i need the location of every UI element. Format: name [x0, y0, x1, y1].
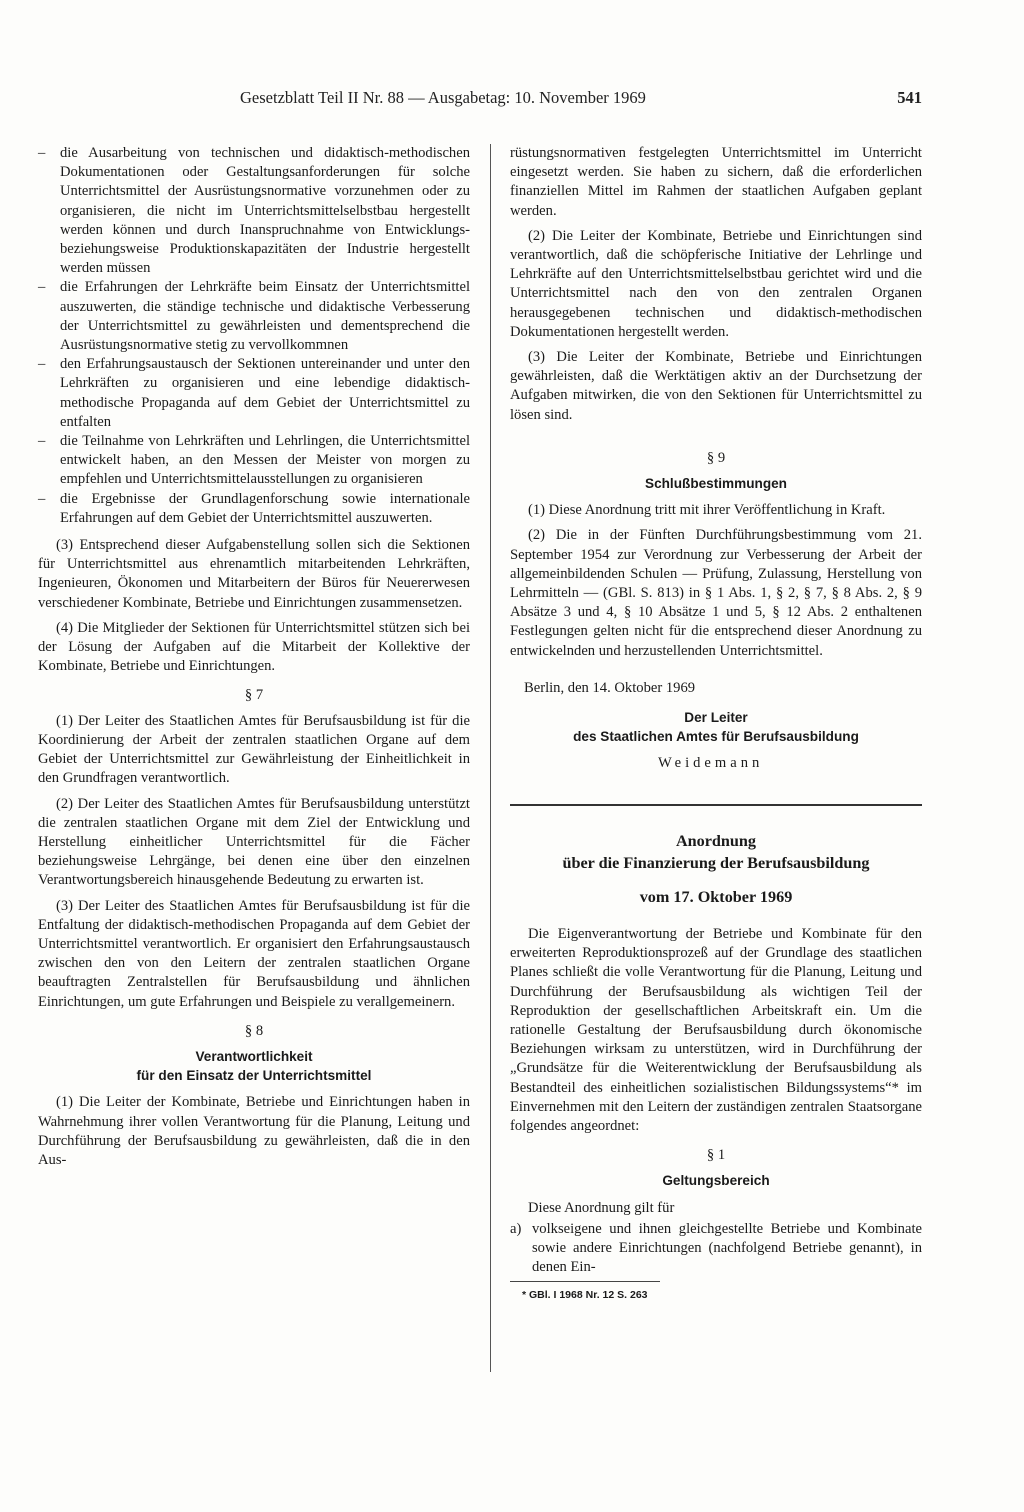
- paragraph-s8-1: (1) Die Leiter der Kombinate, Betriebe und Einrichtungen haben in Wahrnehmung ihrer vollen Verantwortung für die Planung, Leitung und Durchführung der Berufsausbildung zu gewährleisten, daß die in den Aus-: [38, 1094, 470, 1168]
- preamble: Die Eigenverantwortung der Betriebe und Kombinate für den erweiterten Reproduktionsprozeß auf der Grundlage des staatlichen Planes schließt die volle Verantwortung für die Planung, Leitung und Durchführung der Berufsausbildung als wichtigen Teil der Reproduktion der gesellschaftlichen Arbeitskraft ein. Um die rationelle Gestaltung der Berufsausbildung durch ökonomische Beziehungen wirksam zu unterstützen, wird in Durchführung der „Grundsätze für die Weiterentwicklung der Berufsausbildung als Bestandteil des einheitlichen sozialistischen Bildungssystems“* im Einvernehmen mit den Leitern der zuständigen zentralen Staatsorgane folgendes angeordnet:: [510, 925, 922, 1134]
- list-item: – die Erfahrungen der Lehrkräfte beim Einsatz der Unterrichtsmittel auszuwerten, die ständige technische und didaktische Verbesserung der Unterrichtsmittel zu gewährleisten und dementsprechend die Ausrüstungsnormative stetig zu vervollkommnen: [38, 278, 470, 355]
- footnote: * GBl. I 1968 Nr. 12 S. 263: [522, 1289, 648, 1302]
- left-column: [38, 144, 470, 1176]
- section-8-heading: § 8: [244, 1022, 264, 1039]
- signatory-title: Der Leiter: [684, 710, 748, 726]
- paragraph-s7-1: (1) Der Leiter des Staatlichen Amtes für Berufsausbildung ist für die Koordinierung der Arbeit der zentralen staatlichen Organe auf dem Gebiet der Unterrichtsmittel zur Gewährleistung der Einheitlichkeit in den Grundfragen verantwortlich.: [38, 712, 470, 787]
- section-divider: [510, 804, 922, 806]
- right-column: [510, 144, 922, 1306]
- signatory-office: des Staatlichen Amtes für Berufsausbildung: [573, 729, 859, 745]
- section-9-heading: § 9: [706, 449, 726, 466]
- paragraph-s9-1: (1) Diese Anordnung tritt mit ihrer Veröffentlichung in Kraft.: [528, 502, 886, 519]
- section-9-title: Schlußbestimmungen: [645, 476, 787, 492]
- list-item: [510, 1220, 922, 1278]
- paragraph-s8-2: (2) Die Leiter der Kombinate, Betriebe und Einrichtungen sind verantwortlich, daß die schöpferische Initiative der Lehrlinge und Lehrkräfte auf den Unterrichtsmittelselbstbau gerichtet wird und die Unterrichtsmittel nach den von den zentralen Organen herausgegebenen technischen und didaktisch-methodischen Dokumentationen hergestellt werden.: [510, 227, 922, 340]
- signatory-name: Weidemann: [658, 755, 764, 772]
- list-item: – die Ausarbeitung von technischen und didaktisch-methodischen Dokumentationen oder Gestaltungsanforderungen für solche Unterrichtsmittel der Ausrüstungsnormative vorzunehmen oder zu organisieren, die nicht im Unterrichtsmittelselbstbau hergestellt werden können und durch Inanspruchnahme von Entwicklungs- beziehungsweise Produktionskapazitäten der Industrie hergestellt werden müssen: [38, 144, 470, 278]
- paragraph-s8-3: (3) Die Leiter der Kombinate, Betriebe und Einrichtungen gewährleisten, daß die Werktätigen aktiv an der Durchsetzung der Aufgaben mitwirken, die von den Sektionen für Unterrichtsmittel zu lösen sind.: [510, 349, 922, 423]
- page-header: [222, 88, 922, 110]
- place-date: Berlin, den 14. Oktober 1969: [524, 679, 696, 696]
- list-item: – den Erfahrungsaustausch der Sektionen untereinander und unter den Lehrkräften zu organisieren und eine lebendige didaktisch-methodische Propaganda auf dem Gebiet der Unterrichtsmittel zu entfalten: [38, 355, 470, 432]
- scope-list: [510, 1220, 922, 1278]
- section-8-title-line1: Verantwortlichkeit: [195, 1048, 313, 1064]
- document-title: Anordnung: [675, 831, 757, 850]
- list-marker: a): [510, 1220, 522, 1237]
- paragraph-s7-2: (2) Der Leiter des Staatlichen Amtes für Berufsausbildung unterstützt die zentralen staatlichen Organe mit dem Ziel der Entwicklung und Herstellung einheitlicher Unterrichtsmittel für die Fächer beziehungsweise Lehrgänge, bei denen eine über den einzelnen Verantwortungsbereich hinausgehende Bedeutung zu erwarten ist.: [38, 795, 470, 889]
- section-1-lead: Diese Anordnung gilt für: [528, 1199, 675, 1216]
- section-7-heading: § 7: [244, 687, 264, 704]
- document-date: vom 17. Oktober 1969: [639, 887, 793, 906]
- paragraph-s6-4: (4) Die Mitglieder der Sektionen für Unterrichtsmittel stützen sich bei der Lösung der Aufgaben auf die Mitarbeit der Kollektive der Kombinate, Betriebe und Einrichtungen.: [38, 619, 470, 675]
- document-subtitle: über die Finanzierung der Berufsausbildung: [562, 853, 870, 872]
- section-1-title: Geltungsbereich: [662, 1173, 770, 1189]
- paragraph-s6-3: (3) Entsprechend dieser Aufgabenstellung sollen sich die Sektionen für Unterrichtsmittel aus ehrenamtlich mitarbeitenden Lehrkräften, Ingenieuren, Ökonomen und Mitarbeitern der Büros für Neuererwesen verschiedener Kombinate, Betriebe und Einrichtungen zusammensetzen.: [38, 537, 470, 611]
- section-8-subtitle: für den Einsatz der Unterrichtsmittel: [136, 1068, 372, 1084]
- paragraph-s8-1-continued: rüstungsnormativen festgelegten Unterrichtsmittel im Unterricht eingesetzt werden. Sie haben zu sichern, daß die erforderlichen finanziellen Mittel im Rahmen der staatlichen Aufgaben geplant werden.: [510, 145, 922, 219]
- footnote-rule: [510, 1281, 660, 1282]
- section-8-title: [38, 1047, 470, 1066]
- list-item-text: volkseigene und ihnen gleichgestellte Betriebe und Kombinate sowie andere Einrichtungen (nachfolgend Betriebe genannt), in denen Ein-: [532, 1220, 922, 1276]
- header-title: Gesetzblatt Teil II Nr. 88 — Ausgabetag: 10. November 1969: [240, 88, 646, 107]
- column-divider: [490, 144, 491, 1372]
- list-item: – die Teilnahme von Lehrkräften und Lehrlingen, die Unterrichtsmittel entwickelt haben, an den Messen der Meister von morgen zu empfehlen und Unterrichtsmittelausstellungen zu organisieren: [38, 432, 470, 490]
- task-list: [38, 144, 470, 528]
- paragraph-s9-2: (2) Die in der Fünften Durchführungsbestimmung vom 21. September 1954 zur Verordnung zur Verbesserung der Arbeit der allgemeinbildenden Schulen — Prüfung, Zulassung, Herstellung von Lehrmitteln — (GBl. S. 813) in § 1 Abs. 1, § 2, § 7, § 8 Abs. 2, § 9 Absätze 3 und 4, § 10 Absätze 1 und 5, § 12 Abs. 2 enthaltenen Festlegungen gelten nicht für die entsprechend dieser Anordnung zu entwickelnden und herzustellenden Unterrichtsmittel.: [510, 527, 922, 659]
- page-number: 541: [897, 88, 922, 107]
- list-item: – die Ergebnisse der Grundlagenforschung sowie internationale Erfahrungen auf dem Gebiet der Unterrichtsmittel auszuwerten.: [38, 490, 470, 528]
- paragraph-s7-3: (3) Der Leiter des Staatlichen Amtes für Berufsausbildung ist für die Entfaltung der didaktisch-methodischen Propaganda auf dem Gebiet der Unterrichtsmittel verantwortlich. Er organisiert den Erfahrungsaustausch zwischen den von den Leitern der zentralen staatlichen Organe beauftragten Zentralstellen für Berufsausbildung und ähnlichen Einrichtungen, um gute Erfahrungen und Beispiele zu verallgemeinern.: [38, 897, 470, 1010]
- section-1-heading: § 1: [706, 1147, 726, 1164]
